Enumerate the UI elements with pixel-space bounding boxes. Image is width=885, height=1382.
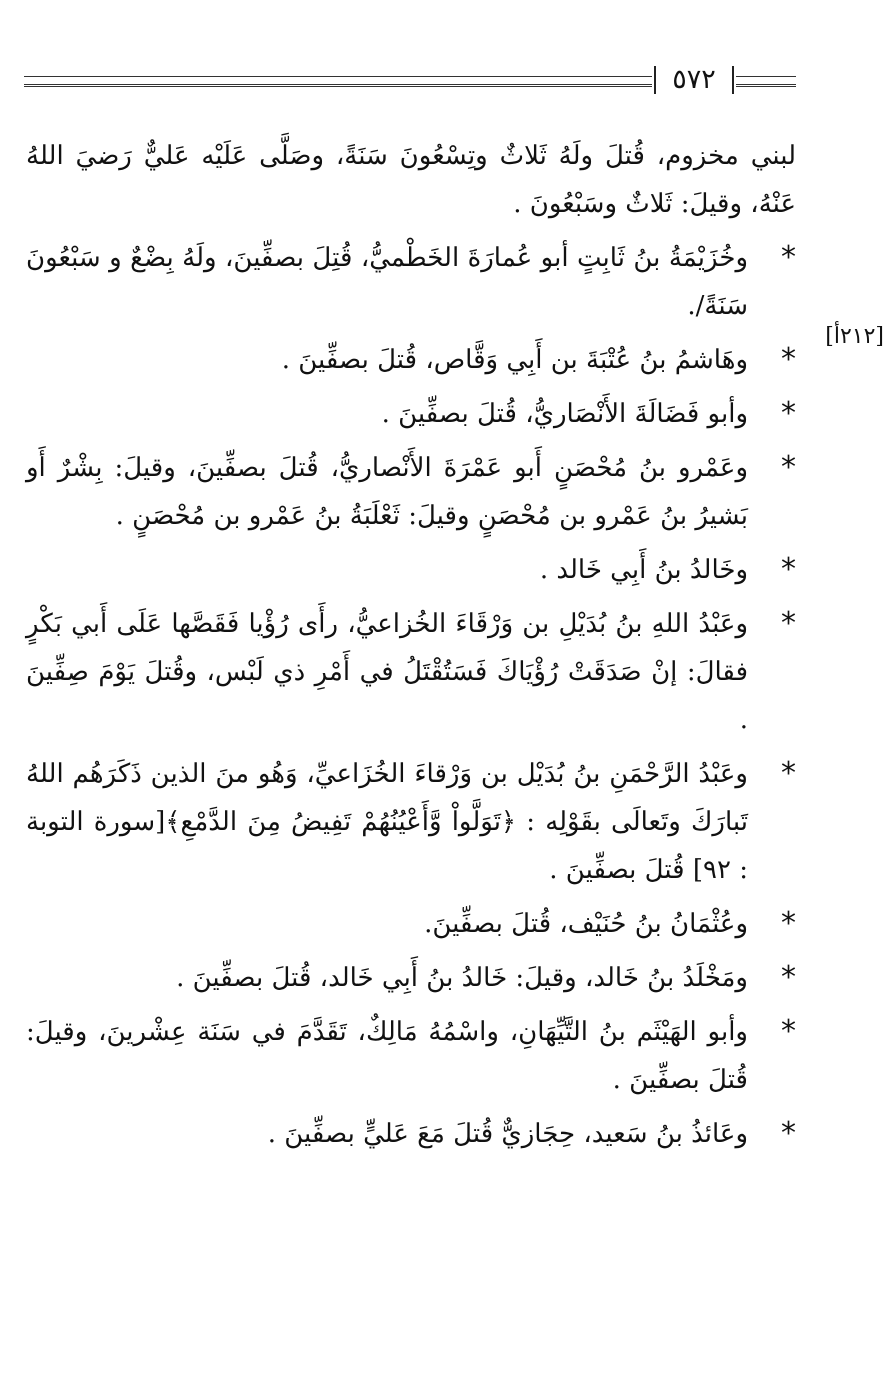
page-number: ٥٧٢ xyxy=(672,64,716,95)
entry-khalid xyxy=(26,546,796,594)
entry-text: وعَبْدُ اللهِ بنُ بُدَيْلِ بن وَرْقَاءَ الخُزاعيُّ، رأَى رُؤْيا فَقَصَّها عَلَى أَبي بَكْرٍ فقالَ: إنْ صَدَقَتْ رُؤْيَاكَ فَسَتُقْتَلُ في أَمْرِ ذي لَبْس، وقُتلَ يَوْمَ صِفِّينَ . xyxy=(26,609,748,735)
asterisk-icon: * xyxy=(781,1116,796,1151)
entry-abdurrahman-ibn-budayl xyxy=(26,750,796,894)
asterisk-icon: * xyxy=(781,396,796,431)
margin-folio-note: [٢١٢أ] xyxy=(825,324,884,349)
entry-hashim xyxy=(26,336,796,384)
entry-abu-fadala xyxy=(26,390,796,438)
header-bar-right xyxy=(732,66,734,94)
entry-text: ومَخْلَدُ بنُ خَالد، وقيلَ: خَالدُ بنُ أَبِي خَالد، قُتلَ بصفِّينَ . xyxy=(176,963,748,993)
asterisk-icon: * xyxy=(781,240,796,275)
entry-text: وعُثْمَانُ بنُ حُنَيْف، قُتلَ بصفِّينَ. xyxy=(424,909,748,939)
entry-khuzayma xyxy=(26,234,796,330)
entry-text: وخَالدُ بنُ أَبِي خَالد . xyxy=(539,555,748,585)
entry-text: وعَائذُ بنُ سَعيد، حِجَازيٌّ قُتلَ مَعَ عَليٍّ بصفِّينَ . xyxy=(267,1119,748,1149)
entry-abdullah-ibn-budayl xyxy=(26,600,796,744)
entry-makhlad xyxy=(26,954,796,1002)
asterisk-icon: * xyxy=(781,960,796,995)
header-bar-left xyxy=(654,66,656,94)
asterisk-icon: * xyxy=(781,342,796,377)
asterisk-icon: * xyxy=(781,552,796,587)
asterisk-icon: * xyxy=(781,450,796,485)
header-rule-left xyxy=(24,76,652,87)
asterisk-icon: * xyxy=(781,606,796,641)
entry-text: وهَاشمُ بنُ عُتْبَةَ بن أَبِي وَقَّاص، قُتلَ بصفِّينَ . xyxy=(281,345,748,375)
entry-abu-al-haytham xyxy=(26,1008,796,1104)
header-rule-right xyxy=(736,76,796,87)
entry-text: وخُزَيْمَةُ بنُ ثَابِتٍ أبو عُمارَةَ الخَطْميُّ، قُتِلَ بصفِّينَ، ولَهُ بِضْعٌ و سَبْعُونَ سَنَةً/. xyxy=(26,243,748,321)
asterisk-icon: * xyxy=(781,1014,796,1049)
entry-text: لبني مخزوم، قُتلَ ولَهُ ثَلاثٌ وتِسْعُونَ سَنَةً، وصَلَّى عَلَيْه عَليٌّ رَضيَ اللهُ عَنْهُ، وقيلَ: ثَلاثٌ وسَبْعُونَ . xyxy=(26,141,796,219)
entry-text: وعَمْرو بنُ مُحْصَنٍ أَبو عَمْرَةَ الأَنْصاريُّ، قُتلَ بصفِّينَ، وقيلَ: بِشْرٌ أَو بَشيرُ بنُ عَمْرو بن مُحْصَنٍ وقيلَ: ثَعْلَبَةُ بنُ عَمْرو بن مُحْصَنٍ . xyxy=(26,453,748,531)
entry-text: وعَبْدُ الرَّحْمَنِ بنُ بُدَيْل بن وَرْقاءَ الخُزَاعيِّ، وَهُو منَ الذين ذَكَرَهُم اللهُ تَبارَكَ وتَعالَى بقَوْلِه : ﴿تَوَلَّواْ وَّأَعْيُنُهُمْ تَفِيضُ مِنَ الدَّمْعِ﴾[سورة التوبة : ٩٢] قُتلَ بصفِّينَ . xyxy=(26,759,748,885)
asterisk-icon: * xyxy=(781,756,796,791)
page-header xyxy=(24,64,796,96)
asterisk-icon: * xyxy=(781,906,796,941)
entry-text: وأبو فَضَالَةَ الأَنْصَاريُّ، قُتلَ بصفِّينَ . xyxy=(381,399,748,429)
entry-text: وأبو الهَيْثَم بنُ التَّيِّهَانِ، واسْمُهُ مَالِكٌ، تَقَدَّمَ في سَنَة عِشْرينَ، وقيلَ: قُتلَ بصفِّينَ . xyxy=(26,1017,748,1095)
page-body xyxy=(26,132,796,1164)
entry-uthman-ibn-hunayf xyxy=(26,900,796,948)
entry-amr-ibn-muhsin xyxy=(26,444,796,540)
entry-aidh xyxy=(26,1110,796,1158)
entry-continuation xyxy=(26,132,796,228)
